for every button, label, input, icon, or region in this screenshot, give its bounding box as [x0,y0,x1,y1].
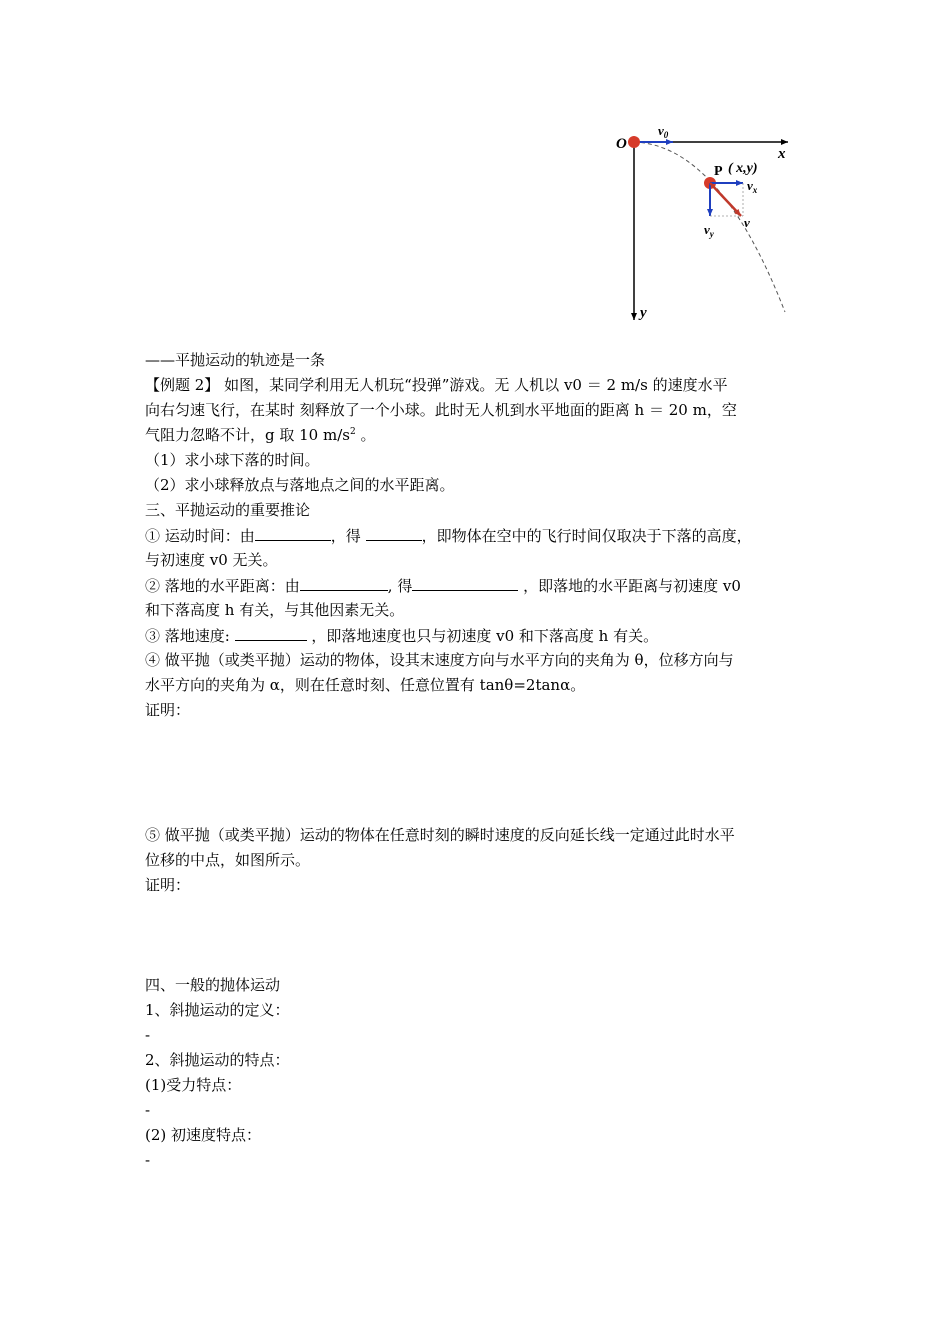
question-2: （2）求小球释放点与落地点之间的水平距离。 [145,476,455,494]
corollary-1-line-2: 与初速度 v0 无关。 [145,551,278,569]
vx-label: $v_x$ [747,178,758,195]
v-label: v [744,215,750,230]
corollary-5-line-2: 位移的中点，如图所示。 [145,851,311,869]
vy-label: $v_y$ [704,222,714,239]
answer-dash-2: - [145,1101,151,1119]
proof-label-2: 证明： [145,876,191,894]
fill-blank[interactable] [300,573,388,591]
document-body [145,348,810,1173]
v0-label: $v_0$ [658,123,669,140]
trajectory-diagram [600,120,810,330]
origin-label: O [616,136,627,152]
superscript-2: 2 [349,427,356,437]
example2-line-1: 【例题 2】 如图，某同学利用无人机玩“投弹”游戏。无 人机以 v0 ＝ 2 m/s 的速度水平 [145,376,728,394]
fill-blank[interactable] [366,523,422,541]
y-axis-label: y [640,305,647,321]
origin-ball [628,136,640,148]
fill-blank[interactable] [235,623,307,641]
section-3-heading: 三、平抛运动的重要推论 [145,501,311,519]
oblique-features: 2、斜抛运动的特点： [145,1051,290,1069]
x-axis-label: x [778,146,786,162]
trajectory-line: ——平抛运动的轨迹是一条 [145,351,326,369]
point-coords-label: ( x,y) [728,161,758,176]
force-feature: (1)受力特点： [145,1076,242,1094]
fill-blank[interactable] [255,523,331,541]
corollary-2-line-2: 和下落高度 h 有关，与其他因素无关。 [145,601,405,619]
corollary-1-line-1: ① 运动时间：由 ，得 ，即物体在空中的飞行时间仅取决于下落的高度， [145,523,810,548]
example2-line-2: 向右匀速飞行，在某时 刻释放了一个小球。此时无人机到水平地面的距离 h ＝ 20 m，空 [145,401,737,419]
fill-blank[interactable] [412,573,518,591]
answer-dash-3: - [145,1151,151,1169]
v-arrow [710,183,741,216]
corollary-5-line-1: ⑤ 做平抛（或类平抛）运动的物体在任意时刻的瞬时速度的反向延长线一定通过此时水平 [145,826,735,844]
section-4-heading: 四、一般的抛体运动 [145,976,281,994]
corollary-2-line-1: ② 落地的水平距离：由 , 得 ，即落地的水平距离与初速度 v0 [145,573,810,598]
point-p-label: P [714,164,723,179]
example2-line-3: 气阻力忽略不计，g 取 10 $m/s^2$ 。 [145,426,376,444]
corollary-4-line-1: ④ 做平抛（或类平抛）运动的物体，设其末速度方向与水平方向的夹角为 θ，位移方向与 [145,651,734,669]
initial-velocity-feature: (2) 初速度特点： [145,1126,262,1144]
answer-dash-1: - [145,1026,151,1044]
oblique-definition: 1、斜抛运动的定义： [145,1001,290,1019]
corollary-3-line: ③ 落地速度: ，即落地速度也只与初速度 v0 和下落高度 h 有关。 [145,623,810,648]
corollary-4-line-2: 水平方向的夹角为 α，则在任意时刻、任意位置有 tanθ=2tanα。 [145,676,586,694]
proof-label-1: 证明： [145,701,191,719]
question-1: （1）求小球下落的时间。 [145,451,320,469]
